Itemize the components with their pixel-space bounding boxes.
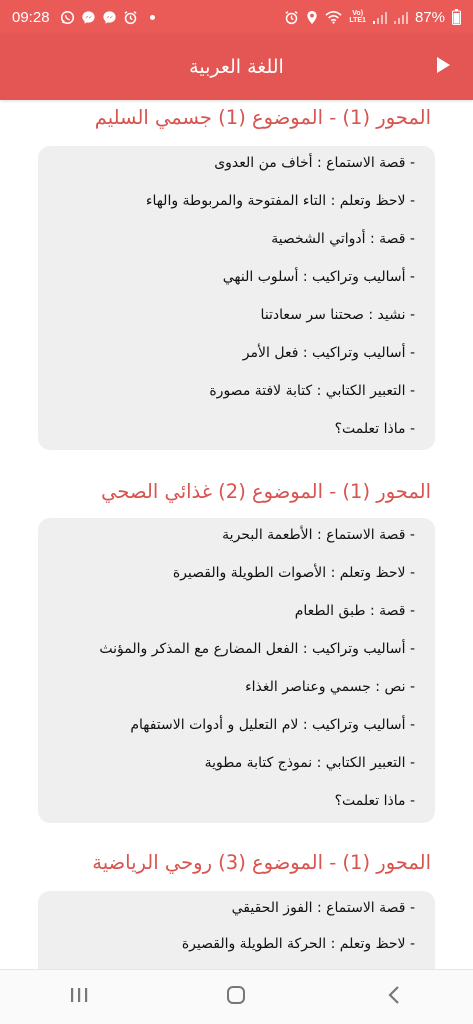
section-title: المحور (1) - الموضوع (2) غذائي الصحي — [101, 480, 431, 503]
lesson-item[interactable]: - أساليب وتراكيب : فعل الأمر — [242, 345, 415, 361]
lesson-item[interactable]: - قصة الاستماع : الأطعمة البحرية — [222, 527, 415, 543]
lesson-item[interactable]: - قصة الاستماع : أخاف من العدوى — [214, 155, 415, 171]
lesson-item[interactable]: - نشيد : صحتنا سر سعادتنا — [260, 307, 415, 323]
section-title: المحور (1) - الموضوع (1) جسمي السليم — [94, 106, 431, 129]
lesson-item[interactable]: - لاحظ وتعلم : التاء المفتوحة والمربوطة والهاء — [145, 193, 415, 209]
lessons-list[interactable] — [0, 100, 473, 969]
home-icon — [225, 984, 247, 1010]
lessons-card — [38, 518, 435, 823]
status-time: 09:28 — [12, 8, 50, 26]
signal-icon — [373, 11, 387, 24]
play-button[interactable] — [431, 55, 455, 79]
notification-dot — [150, 15, 155, 20]
recent-apps-button[interactable] — [49, 975, 109, 1019]
lesson-item[interactable]: - قصة : أدواتي الشخصية — [271, 231, 415, 247]
lesson-item[interactable]: - أساليب وتراكيب : الفعل المضارع مع المذكر والمؤنث — [99, 641, 415, 657]
messenger-icon — [81, 10, 96, 25]
lesson-item[interactable]: - قصة الاستماع : الفوز الحقيقي — [231, 900, 415, 916]
alarm-icon — [123, 10, 138, 25]
app-title: اللغة العربية — [189, 56, 284, 78]
lesson-item[interactable]: - نص : جسمي وعناصر الغذاء — [245, 679, 415, 695]
lesson-item[interactable]: - أساليب وتراكيب : أسلوب النهي — [222, 269, 415, 285]
status-bar — [0, 0, 473, 34]
status-right-group — [284, 9, 461, 26]
lesson-item[interactable]: - ماذا تعلمت؟ — [334, 793, 415, 809]
back-icon — [387, 985, 401, 1009]
lesson-item[interactable]: - التعبير الكتابي : كتابة لافتة مصورة — [209, 383, 415, 399]
lessons-card — [38, 891, 435, 969]
location-icon — [306, 10, 318, 25]
app-bar — [0, 34, 473, 100]
play-icon — [435, 56, 451, 78]
back-button[interactable] — [364, 975, 424, 1019]
battery-percentage: 87% — [414, 8, 445, 26]
battery-icon — [452, 9, 461, 25]
lesson-item[interactable]: - أساليب وتراكيب : لام التعليل و أدوات الاستفهام — [130, 717, 415, 733]
lesson-item[interactable]: - التعبير الكتابي : نموذج كتابة مطوية — [204, 755, 415, 771]
home-button[interactable] — [206, 975, 266, 1019]
navigation-bar — [0, 969, 473, 1024]
section-title: المحور (1) - الموضوع (3) روحي الرياضية — [92, 851, 431, 874]
lesson-item[interactable]: - لاحظ وتعلم : الحركة الطويلة والقصيرة — [181, 936, 415, 952]
alarm-icon — [284, 10, 299, 25]
lesson-item[interactable]: - لاحظ وتعلم : الأصوات الطويلة والقصيرة — [172, 565, 415, 581]
messenger-icon — [102, 10, 117, 25]
wifi-icon — [325, 10, 342, 24]
lesson-item[interactable]: - ماذا تعلمت؟ — [334, 421, 415, 437]
whatsapp-icon — [60, 10, 75, 25]
lte-label: Vo) LTE1 — [349, 10, 366, 24]
lessons-card — [38, 146, 435, 450]
recent-apps-icon — [69, 986, 89, 1008]
signal-icon — [394, 11, 408, 24]
lesson-item[interactable]: - قصة : طبق الطعام — [294, 603, 415, 619]
status-left-group — [12, 9, 155, 26]
